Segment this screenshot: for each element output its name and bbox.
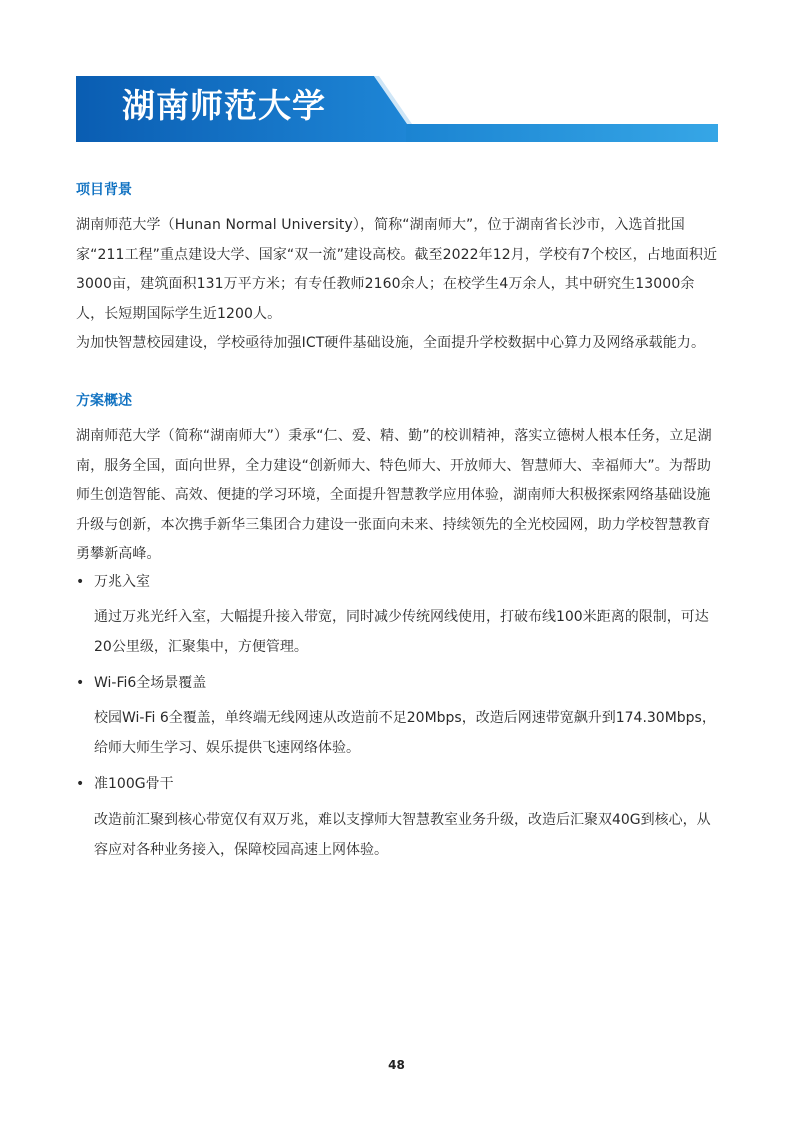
bullet-title: Wi-Fi6全场景覆盖 [94, 675, 207, 691]
section-title-background: 项目背景 [76, 182, 132, 198]
bullet-item [76, 774, 174, 794]
background-paragraph-2: 为加快智慧校园建设，学校亟待加强ICT硬件基础设施，全面提升学校数据中心算力及网络承载能力。 [76, 335, 706, 351]
bullet-dot: • [76, 574, 85, 590]
page-title: 湖南师范大学 [122, 86, 326, 125]
bullet-dot: • [76, 675, 85, 691]
bullet-item [76, 572, 150, 592]
overview-paragraph: 湖南师范大学（简称“湖南师大”）秉承“仁、爱、精、勤”的校训精神，落实立德树人根本任务，立足湖南，服务全国，面向世界，全力建设“创新师大、特色师大、开放师大、智慧师大、幸福师大”。为帮助师生创造智能、高效、便捷的学习环境，全面提升智慧教学应用体验，湖南师大积极探索网络基础设施升级与创新，本次携手新华三集团合力建设一张面向未来、持续领先的全光校园网，助力学校智慧教育勇攀新高峰。 [76, 428, 712, 562]
bullet-title: 万兆入室 [94, 574, 150, 590]
bullet-dot: • [76, 776, 85, 792]
bullet-description: 改造前汇聚到核心带宽仅有双万兆，难以支撑师大智慧教室业务升级，改造后汇聚双40G到核心，从容应对各种业务接入，保障校园高速上网体验。 [94, 812, 711, 858]
bullet-description: 校园Wi-Fi 6全覆盖，单终端无线网速从改造前不足20Mbps，改造后网速带宽飙升到174.30Mbps，给师大师生学习、娱乐提供飞速网络体验。 [94, 710, 716, 756]
page-number: 48 [388, 1058, 405, 1072]
bullet-item [76, 673, 206, 693]
background-paragraph-1: 湖南师范大学（Hunan Normal University），简称“湖南师大”，位于湖南省长沙市，入选首批国家“211工程”重点建设大学、国家“双一流”建设高校。截至2022年12月，学校有7个校区，占地面积近3000亩，建筑面积131万平方米；有专任教师2160余人；在校学生4万余人，其中研究生13000余人，长短期国际学生近1200人。 [76, 217, 718, 322]
title-banner [76, 76, 718, 142]
bullet-description: 通过万兆光纤入室，大幅提升接入带宽，同时减少传统网线使用，打破布线100米距离的限制，可达20公里级，汇聚集中，方便管理。 [94, 609, 709, 655]
bullet-title: 准100G骨干 [94, 776, 174, 792]
section-title-overview: 方案概述 [76, 393, 132, 409]
